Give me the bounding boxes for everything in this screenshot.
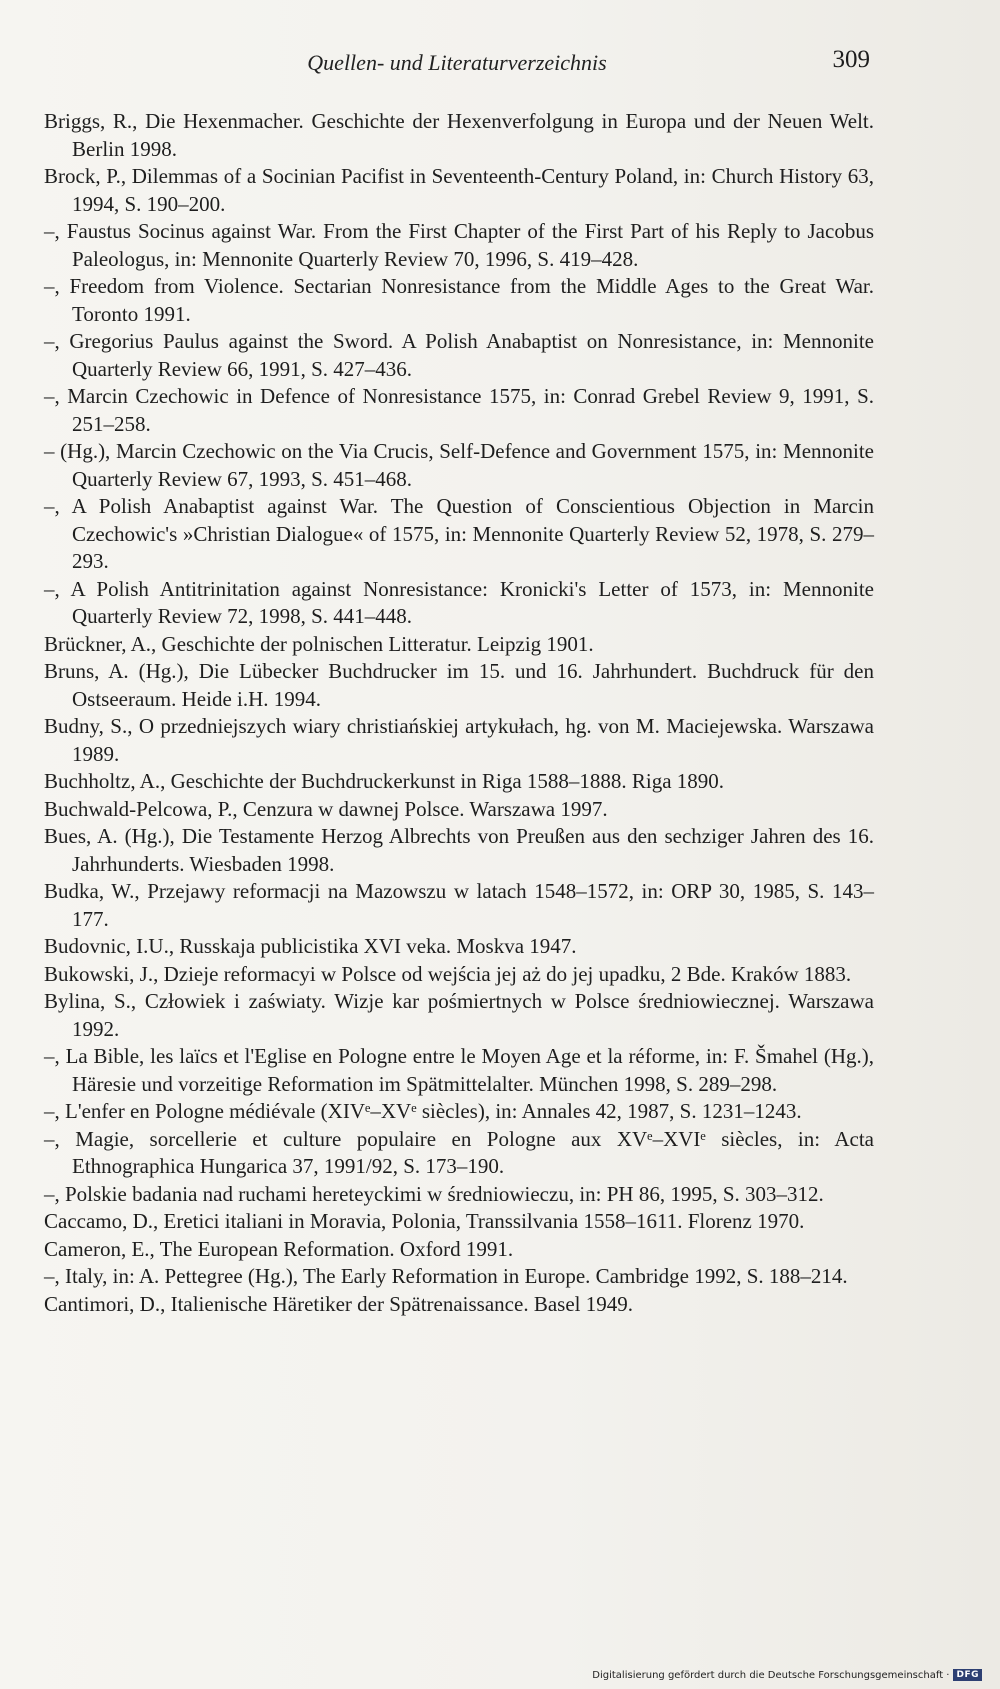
- page-number: 309: [832, 46, 870, 73]
- page-header: [44, 44, 870, 80]
- bibliography-entry: – (Hg.), Marcin Czechowic on the Via Crucis, Self-Defence and Government 1575, in: Mennonite Quarterly Review 67, 1993, S. 451–468.: [44, 439, 874, 491]
- bibliography-entry: Caccamo, D., Eretici italiani in Moravia, Polonia, Transsilvania 1558–1611. Florenz 1970.: [44, 1209, 805, 1233]
- bibliography-list: [44, 108, 874, 1318]
- digitization-footer: [592, 1669, 982, 1681]
- bibliography-entry: –, A Polish Anabaptist against War. The Question of Conscientious Objection in Marcin Czechowic's »Christian Dialogue« of 1575, in: Mennonite Quarterly Review 52, 1978, S. 279–293.: [44, 494, 874, 573]
- bibliography-entry: Budovnic, I.U., Russkaja publicistika XVI veka. Moskva 1947.: [44, 934, 577, 958]
- bibliography-entry: Bylina, S., Człowiek i zaświaty. Wizje kar pośmiertnych w Polsce średniowiecznej. Warszawa 1992.: [44, 989, 874, 1041]
- bibliography-entry: –, L'enfer en Pologne médiévale (XIVᵉ–XVᵉ siècles), in: Annales 42, 1987, S. 1231–1243.: [44, 1099, 802, 1123]
- bibliography-entry: Bues, A. (Hg.), Die Testamente Herzog Albrechts von Preußen aus den sechziger Jahren des 16. Jahrhunderts. Wiesbaden 1998.: [44, 824, 874, 876]
- bibliography-entry: Buchholtz, A., Geschichte der Buchdruckerkunst in Riga 1588–1888. Riga 1890.: [44, 769, 725, 793]
- dfg-logo: DFG: [953, 1669, 982, 1681]
- bibliography-entry: Budny, S., O przedniejszych wiary christiańskiej artykułach, hg. von M. Maciejewska. Warszawa 1989.: [44, 714, 874, 766]
- footer-text: Digitalisierung gefördert durch die Deutsche Forschungsgemeinschaft ·: [592, 1669, 950, 1681]
- bibliography-entry: –, A Polish Antitrinitation against Nonresistance: Kronicki's Letter of 1573, in: Mennonite Quarterly Review 72, 1998, S. 441–448.: [44, 576, 874, 628]
- running-title: Quellen- und Literaturverzeichnis: [307, 50, 607, 75]
- bibliography-entry: Brock, P., Dilemmas of a Socinian Pacifist in Seventeenth-Century Poland, in: Church History 63, 1994, S. 190–200.: [44, 164, 874, 216]
- bibliography-entry: –, Faustus Socinus against War. From the First Chapter of the First Part of his Reply to Jacobus Paleologus, in: Mennonite Quarterly Review 70, 1996, S. 419–428.: [44, 219, 874, 271]
- bibliography-entry: –, Freedom from Violence. Sectarian Nonresistance from the Middle Ages to the Great War. Toronto 1991.: [44, 274, 874, 326]
- bibliography-entry: Brückner, A., Geschichte der polnischen Litteratur. Leipzig 1901.: [44, 631, 594, 656]
- bibliography-entry: –, Gregorius Paulus against the Sword. A Polish Anabaptist on Nonresistance, in: Mennonite Quarterly Review 66, 1991, S. 427–436.: [44, 329, 874, 381]
- bibliography-entry: Buchwald-Pelcowa, P., Cenzura w dawnej Polsce. Warszawa 1997.: [44, 796, 608, 821]
- bibliography-entry: Cantimori, D., Italienische Häretiker der Spätrenaissance. Basel 1949.: [44, 1291, 633, 1316]
- bibliography-entry: Briggs, R., Die Hexenmacher. Geschichte der Hexenverfolgung in Europa und der Neuen Welt. Berlin 1998.: [44, 109, 874, 161]
- bibliography-entry: –, Magie, sorcellerie et culture populaire en Pologne aux XVᵉ–XVIᵉ siècles, in: Acta Ethnographica Hungarica 37, 1991/92, S. 173–190.: [44, 1126, 874, 1178]
- bibliography-entry: –, Polskie badania nad ruchami hereteyckimi w średniowieczu, in: PH 86, 1995, S. 303–312.: [44, 1181, 824, 1206]
- bibliography-entry: –, Italy, in: A. Pettegree (Hg.), The Early Reformation in Europe. Cambridge 1992, S. 188–214.: [44, 1264, 848, 1288]
- bibliography-entry: –, La Bible, les laïcs et l'Eglise en Pologne entre le Moyen Age et la réforme, in: F. Šmahel (Hg.), Häresie und vorzeitige Reformation im Spätmittelalter. München 1998, S. 289–298.: [44, 1044, 874, 1096]
- bibliography-entry: –, Marcin Czechowic in Defence of Nonresistance 1575, in: Conrad Grebel Review 9, 1991, S. 251–258.: [44, 384, 874, 436]
- bibliography-entry: Cameron, E., The European Reformation. Oxford 1991.: [44, 1236, 514, 1261]
- bibliography-entry: Bruns, A. (Hg.), Die Lübecker Buchdrucker im 15. und 16. Jahrhundert. Buchdruck für den Ostseeraum. Heide i.H. 1994.: [44, 659, 874, 711]
- bibliography-entry: Budka, W., Przejawy reformacji na Mazowszu w latach 1548–1572, in: ORP 30, 1985, S. 143–177.: [44, 879, 874, 931]
- bibliography-entry: Bukowski, J., Dzieje reformacyi w Polsce od wejścia jej aż do jej upadku, 2 Bde. Kraków 1883.: [44, 961, 852, 986]
